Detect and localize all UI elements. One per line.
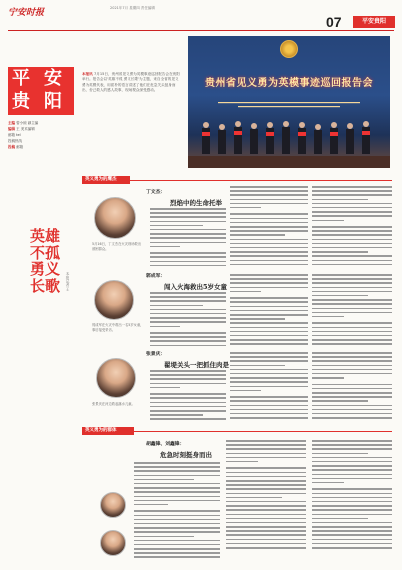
section-rule [130,180,392,181]
photo-caption: 5月16日，丁文杰在火灾现场救出被困群众。 [92,242,142,251]
logo-char: 平 [12,68,30,89]
info-value: 邮箱 [16,145,24,149]
logo-char: 贵 [12,91,30,112]
story-heading: 烈焰中的生命托举 [170,199,222,207]
info-key: 投稿 [8,145,15,149]
stage-floor [188,156,390,168]
story-heading: 危急时刻挺身而出 [160,451,212,459]
screen-subtitle-lines [218,100,360,110]
info-value: 王 美术编辑 [16,127,35,131]
body-text [312,352,392,424]
person-photo [100,530,126,556]
editorial-info [8,120,74,150]
header-rule [8,30,394,31]
info-value: 邮箱 tel [8,133,21,137]
body-text [150,208,226,270]
person-name: 郭成军： [146,274,166,279]
body-text [226,440,306,562]
body-text [150,292,226,348]
person-name: 胡鑫锋、刘鑫锋： [146,442,185,447]
body-text [312,186,392,270]
person-name: 张景庆： [146,352,166,357]
person-photo [100,492,126,518]
info-value: 投稿热线 [8,139,22,143]
body-text [312,274,392,348]
story-heading: 闯入火海救出5岁女童 [164,283,228,291]
body-text [230,352,308,424]
event-photo [188,36,390,168]
screen-title: 贵州省见义勇为英模事迹巡回报告会 [205,78,373,89]
section-label: 英义勇为的群体 [82,427,134,435]
person-photo [94,197,136,239]
intro-lead: 本报讯 [82,72,93,76]
header-meta: 2021年7月 星期四 责任编辑 [110,6,155,10]
photo-caption: 郭成军在火灾中救出一名5岁女童，事后接受采访。 [92,323,144,332]
intro-text: 7月15日，贵州省见义勇为英模事迹巡回报告会在贵阳举行。报告会以'英雄不孤 勇义长歌'为主题，来自全省的见义勇为英模代表，用质朴的语言讲述了他们在危急关头挺身而出、舍己救人的感人故事，现场观众深受感动。 [82,72,180,93]
info-value: 曾小琼 副主编 [16,121,39,125]
body-text [134,462,220,562]
vertical-title: 英雄不孤 勇义长歌 [30,227,61,295]
masthead-title: 宁安时报 [8,8,45,18]
info-key: 编辑 [8,127,15,131]
intro-paragraph [82,72,182,138]
section-rule [134,431,392,432]
stage-people [188,118,390,158]
section-badge: 平安贵阳 [353,16,395,28]
story-heading: 翟堤关头一把抓住肉是 [164,361,229,369]
photo-caption: 张景庆在河边救起落水儿童。 [92,402,135,406]
logo-char: 安 [44,68,62,89]
logo-char: 阳 [44,91,62,112]
body-text [150,370,226,424]
body-text [230,274,308,348]
police-emblem-icon [280,40,298,58]
info-key: 主编 [8,121,15,125]
person-photo [96,358,136,398]
person-name: 丁文杰： [146,190,166,195]
body-text [312,440,392,562]
section-logo [8,67,74,115]
body-text [230,186,308,270]
vertical-byline: 本报记者 王 [66,272,70,292]
person-photo [94,280,134,320]
page-number: 07 [326,14,342,30]
section-label: 英义勇为的鹰杰 [82,176,130,184]
